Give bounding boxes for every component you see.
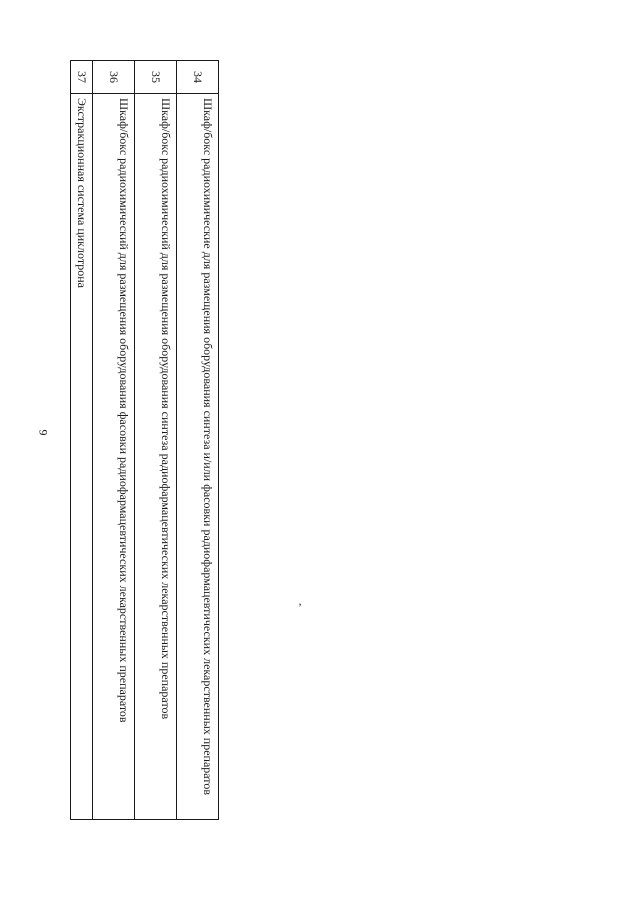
row-number: 36 bbox=[93, 61, 135, 94]
row-number: 37 bbox=[71, 61, 93, 94]
row-text: Шкаф/бокс радиохимический для размещения оборудования синтеза радиофармацевтических лекарственных препаратов bbox=[135, 94, 177, 820]
row-text: Шкаф/бокс радиохимические для размещения оборудования синтеза и/или фасовки радиофармацевтических лекарственных препаратов bbox=[177, 94, 219, 820]
equipment-table-rotated bbox=[72, 60, 219, 820]
row-number: 34 bbox=[177, 61, 219, 94]
equipment-table-wrapper bbox=[72, 60, 219, 820]
row-number: 35 bbox=[135, 61, 177, 94]
table-row bbox=[135, 61, 177, 820]
table-row bbox=[93, 61, 135, 820]
page-number: 9 bbox=[36, 429, 51, 436]
table-row bbox=[177, 61, 219, 820]
equipment-table bbox=[70, 60, 219, 820]
row-text: Экстракционная система циклотрона bbox=[71, 94, 93, 820]
stray-mark: ’ bbox=[298, 600, 302, 614]
row-text: Шкаф/бокс радиохимический для размещения оборудования фасовки радиофармацевтических лекарственных препаратов bbox=[93, 94, 135, 820]
table-row bbox=[71, 61, 93, 820]
